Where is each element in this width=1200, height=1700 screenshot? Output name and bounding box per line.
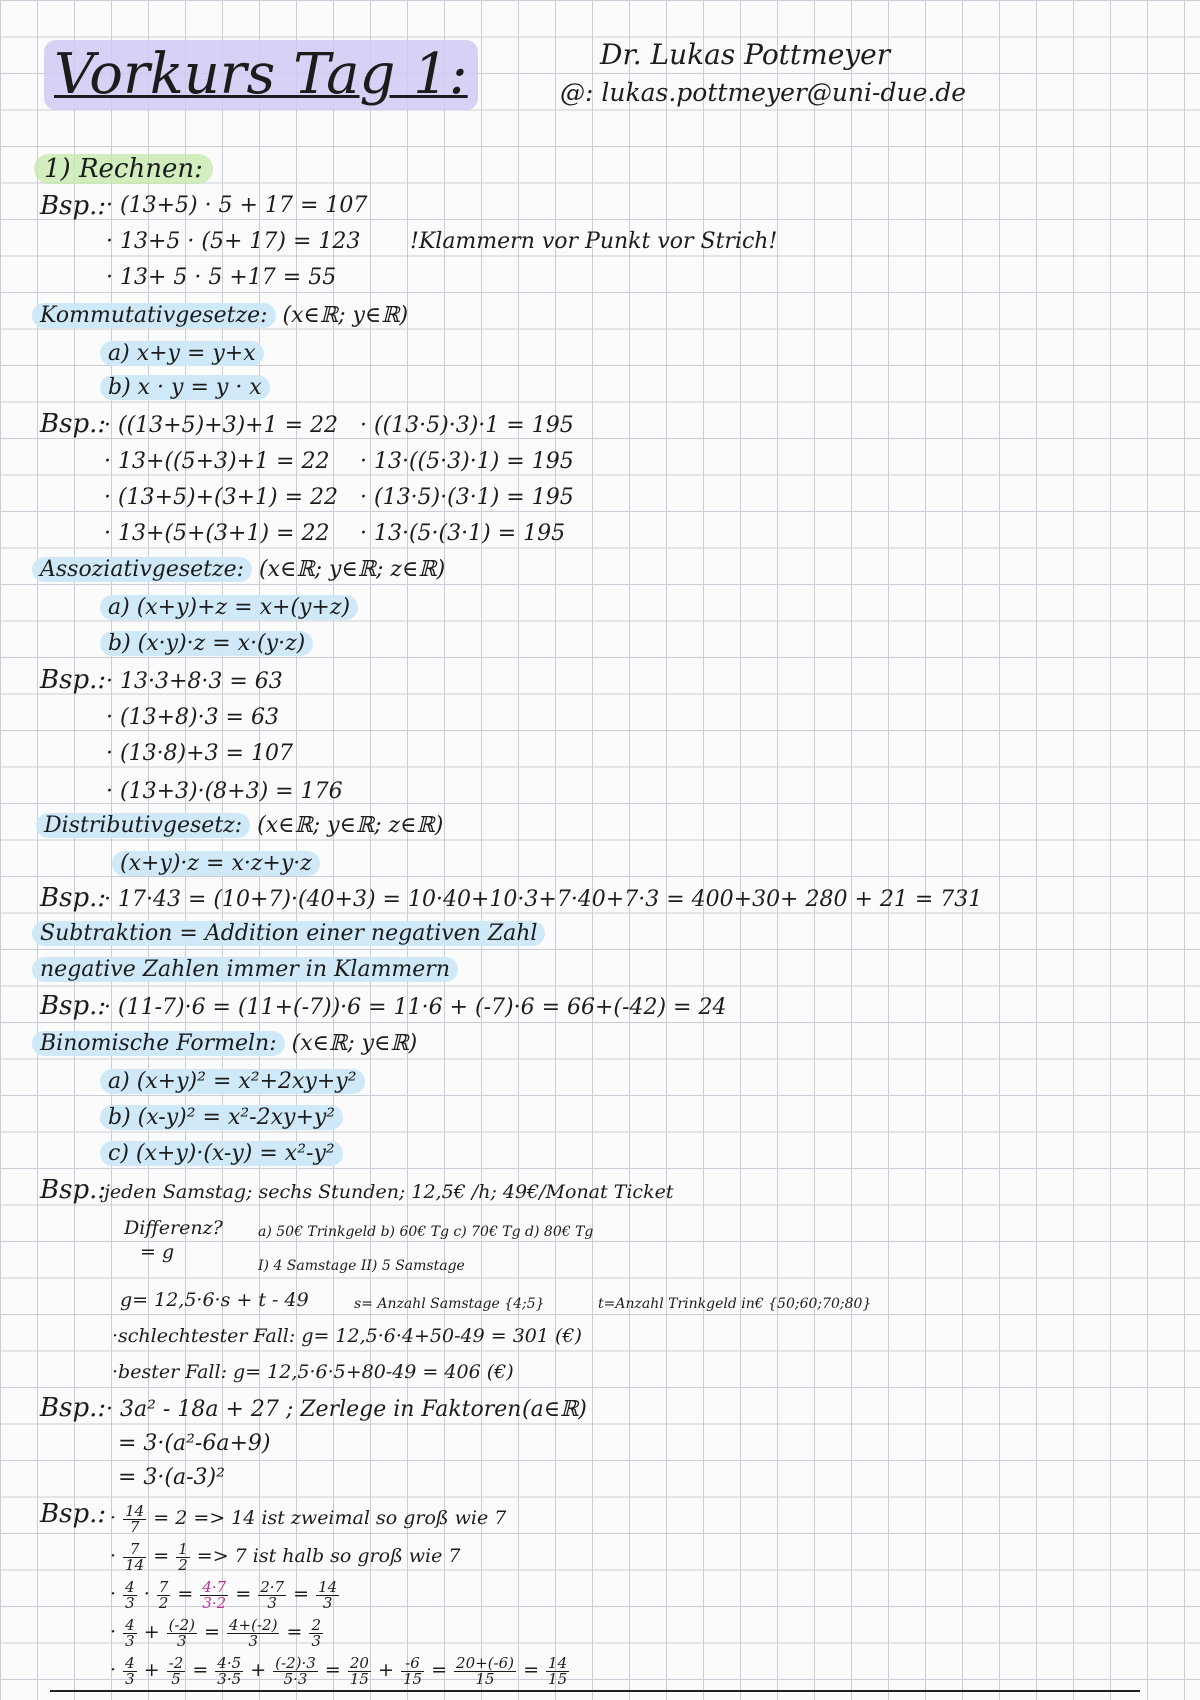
fraction-numerator: 7	[158, 1577, 169, 1596]
example-line: · (13·8)+3 = 107	[106, 741, 293, 766]
fraction	[227, 1615, 279, 1650]
law-formula-text: c) (x+y)·(x-y) = x²-y²	[100, 1141, 343, 1166]
example-line: · ((13+5)+3)+1 = 22	[104, 413, 339, 438]
fraction-denominator: 3·2	[202, 1593, 227, 1612]
bsp-label: Bsp.:	[40, 191, 107, 221]
fraction-row	[110, 1576, 340, 1612]
law-formula-text: b) x · y = y · x	[100, 375, 270, 400]
law-heading	[32, 556, 445, 584]
example-line: · (13+3)·(8+3) = 176	[106, 779, 343, 804]
example-line: · 3a² - 18a + 27 ; Zerlege in Faktoren	[106, 1397, 522, 1422]
operator: =	[431, 1659, 447, 1681]
fraction-denominator: 3	[248, 1631, 258, 1650]
fraction-row	[110, 1500, 506, 1536]
law-heading-text: Distributivgesetz:	[36, 813, 250, 838]
fraction	[123, 1501, 146, 1536]
bsp-label: Bsp.:	[40, 991, 107, 1021]
example-line: · (13+8)·3 = 63	[106, 705, 279, 730]
fraction-denominator: 5	[171, 1669, 181, 1688]
law-heading	[32, 920, 545, 948]
author-name: Dr. Lukas Pottmeyer	[600, 38, 891, 71]
fraction-numerator: 7	[123, 1542, 146, 1558]
example-line: · (13+5)+(3+1) = 22	[104, 485, 339, 510]
fraction	[215, 1653, 243, 1688]
example-line: a) 50€ Trinkgeld b) 60€ Tg c) 70€ Tg d) 80€ Tg	[258, 1224, 594, 1240]
fraction-denominator: 3	[322, 1593, 333, 1612]
dot: ·	[110, 1621, 123, 1643]
dot: ·	[110, 1659, 123, 1681]
law-formula-text: b) (x-y)² = x²-2xy+y²	[100, 1105, 343, 1130]
fraction-denominator: 3	[267, 1593, 277, 1612]
fraction	[123, 1577, 137, 1612]
example-line: · ((13·5)·3)·1 = 195	[360, 413, 574, 438]
example-line: · (13+5) · 5 + 17 = 107	[106, 193, 368, 218]
operator: =	[177, 1583, 194, 1605]
bsp-label: Bsp.:	[40, 1393, 107, 1423]
law-formula-text: b) (x·y)·z = x·(y·z)	[100, 631, 313, 656]
fraction-numerator: 1	[178, 1539, 188, 1558]
fraction-numerator: (-2)·3	[275, 1653, 316, 1672]
law-condition: (x∈ℝ; y∈ℝ)	[291, 1031, 418, 1056]
fraction	[401, 1653, 424, 1688]
example-line: · (13·5)·(3·1) = 195	[360, 485, 574, 510]
fraction-denominator: 3	[125, 1593, 135, 1612]
fraction	[167, 1615, 197, 1650]
fraction-numerator: 4+(-2)	[229, 1615, 278, 1634]
law-formula	[100, 1104, 343, 1132]
bsp-label: Bsp.:	[40, 883, 107, 913]
author-email: @: lukas.pottmeyer@uni-due.de	[560, 78, 967, 107]
example-line: · 13+(5+(3+1) = 22	[104, 521, 330, 546]
fraction-row-text: = 2 => 14 ist zweimal so groß wie 7	[153, 1507, 507, 1529]
fraction-denominator: 15	[402, 1669, 423, 1688]
fraction-denominator: 3·5	[217, 1669, 242, 1688]
example-line: · 13+5 · (5+ 17) = 123	[106, 229, 361, 254]
law-heading	[32, 1030, 417, 1058]
law-heading-text: Binomische Formeln:	[32, 1031, 285, 1056]
operator: +	[143, 1621, 160, 1643]
example-line: · 13·(5·(3·1) = 195	[360, 521, 566, 546]
fraction-numerator: 14	[318, 1577, 338, 1596]
fraction-denominator: 15	[349, 1669, 369, 1688]
law-formula	[100, 340, 264, 368]
fraction	[123, 1615, 137, 1650]
law-formula	[100, 1140, 343, 1168]
fraction-numerator: -6	[401, 1656, 424, 1672]
operator: ·	[143, 1583, 150, 1605]
law-heading-text: Subtraktion = Addition einer negativen Zahl	[32, 921, 545, 946]
fraction-numerator: 14	[548, 1653, 568, 1672]
fraction-numerator: 14	[125, 1501, 145, 1520]
fraction-numerator: 4	[125, 1615, 135, 1634]
example-line: g= 12,5·6·s + t - 49	[120, 1289, 309, 1311]
example-line: · 13·((5·3)·1) = 195	[360, 449, 574, 474]
section-heading	[34, 152, 213, 186]
fraction-numerator: 4·5	[217, 1653, 242, 1672]
example-line: (a∈ℝ)	[522, 1397, 587, 1422]
fraction-numerator: (-2)	[168, 1615, 195, 1634]
fraction	[167, 1653, 186, 1688]
fraction-denominator: 3	[125, 1669, 135, 1688]
fraction	[316, 1577, 339, 1612]
operator: =	[286, 1621, 303, 1643]
example-line: = 3·(a²-6a+9)	[118, 1431, 271, 1456]
fraction	[176, 1539, 190, 1574]
fraction-denominator: 2	[178, 1555, 188, 1574]
operator: +	[250, 1659, 267, 1681]
law-heading	[36, 812, 443, 840]
bsp-label: Bsp.:	[40, 1175, 107, 1205]
bottom-divider	[50, 1690, 1140, 1692]
fraction	[258, 1577, 286, 1612]
fraction	[546, 1653, 569, 1688]
example-line: ·bester Fall: g= 12,5·6·5+80-49 = 406 (€)	[112, 1361, 514, 1383]
fraction	[348, 1653, 371, 1688]
fraction-numerator: 4·7	[202, 1577, 227, 1596]
fraction	[309, 1615, 323, 1650]
fraction-denominator: 7	[129, 1517, 140, 1536]
law-heading-text: Assoziativgesetze:	[32, 557, 252, 582]
fraction-numerator: -2	[168, 1653, 184, 1672]
law-formula	[100, 1068, 365, 1096]
operator: =	[153, 1545, 170, 1567]
fraction-denominator: 3	[177, 1631, 187, 1650]
law-formula	[100, 630, 313, 658]
fraction	[454, 1653, 516, 1688]
operator: =	[192, 1659, 209, 1681]
operator: +	[143, 1659, 160, 1681]
law-formula-text: a) (x+y)² = x²+2xy+y²	[100, 1069, 365, 1094]
example-line: Differenz?	[124, 1217, 223, 1239]
bsp-label: Bsp.:	[40, 665, 107, 695]
operator: =	[293, 1583, 310, 1605]
fraction-denominator: 15	[548, 1669, 568, 1688]
operator: =	[235, 1583, 252, 1605]
dot: ·	[110, 1545, 123, 1567]
example-line: = g	[140, 1241, 175, 1263]
example-line: = 3·(a-3)²	[118, 1465, 225, 1490]
rule-note: !Klammern vor Punkt vor Strich!	[410, 229, 778, 254]
example-line: · 13·3+8·3 = 63	[106, 669, 283, 694]
law-formula-text: (x+y)·z = x·z+y·z	[112, 851, 320, 876]
operator: =	[204, 1621, 220, 1643]
example-line: · 17·43 = (10+7)·(40+3) = 10·40+10·3+7·40+7·3 = 400+30+ 280 + 21 = 731	[104, 887, 983, 912]
law-formula	[100, 374, 270, 402]
law-heading-text: Kommutativgesetze:	[32, 303, 276, 328]
fraction-denominator: 3	[311, 1631, 321, 1650]
fraction-row	[110, 1538, 461, 1574]
law-formula	[112, 850, 320, 878]
fraction-numerator: 4	[125, 1577, 135, 1596]
fraction	[123, 1653, 137, 1688]
operator: +	[377, 1659, 394, 1681]
example-line: t=Anzahl Trinkgeld in€ {50;60;70;80}	[598, 1296, 872, 1312]
example-line: · (11-7)·6 = (11+(-7))·6 = 11·6 + (-7)·6 = 66+(-42) = 24	[104, 995, 727, 1020]
fraction-row-text: => 7 ist halb so groß wie 7	[196, 1545, 461, 1567]
example-line: · 13+((5+3)+1 = 22	[104, 449, 330, 474]
law-condition: (x∈ℝ; y∈ℝ)	[282, 303, 409, 328]
fraction-row	[110, 1652, 570, 1688]
fraction-denominator: 2	[158, 1593, 169, 1612]
fraction	[157, 1577, 171, 1612]
fraction-numerator: 2	[311, 1615, 321, 1634]
fraction-denominator: 15	[475, 1669, 495, 1688]
fraction	[200, 1577, 228, 1612]
law-formula	[100, 594, 358, 622]
law-formula-text: a) (x+y)+z = x+(y+z)	[100, 595, 358, 620]
example-line: ·schlechtester Fall: g= 12,5·6·4+50-49 = 301 (€)	[112, 1325, 582, 1347]
fraction-denominator: 3	[125, 1631, 135, 1650]
law-heading	[32, 302, 408, 330]
law-formula-text: a) x+y = y+x	[100, 341, 264, 366]
fraction-denominator: 14	[125, 1555, 145, 1574]
page-title: Vorkurs Tag 1:	[44, 40, 478, 110]
example-line: s= Anzahl Samstage {4;5}	[354, 1296, 545, 1312]
fraction-numerator: 20+(-6)	[456, 1653, 515, 1672]
fraction-numerator: 4	[125, 1653, 135, 1672]
law-condition: (x∈ℝ; y∈ℝ; z∈ℝ)	[257, 813, 444, 838]
example-line: jeden Samstag; sechs Stunden; 12,5€ /h; 49€/Monat Ticket	[104, 1181, 674, 1203]
example-line: I) 4 Samstage II) 5 Samstage	[258, 1258, 465, 1274]
operator: =	[523, 1659, 539, 1681]
fraction-row	[110, 1614, 324, 1650]
fraction-numerator: 2·7	[260, 1577, 285, 1596]
operator: =	[324, 1659, 341, 1681]
dot: ·	[110, 1507, 123, 1529]
fraction	[123, 1539, 146, 1574]
bsp-label: Bsp.:	[40, 1499, 107, 1529]
law-heading-text: negative Zahlen immer in Klammern	[32, 957, 458, 982]
fraction-numerator: 20	[349, 1653, 369, 1672]
dot: ·	[110, 1583, 123, 1605]
law-condition: (x∈ℝ; y∈ℝ; z∈ℝ)	[259, 557, 446, 582]
example-line: · 13+ 5 · 5 +17 = 55	[106, 265, 337, 290]
bsp-label: Bsp.:	[40, 409, 107, 439]
fraction	[273, 1653, 318, 1688]
fraction-denominator: 5·3	[283, 1669, 308, 1688]
section-heading-text: 1) Rechnen:	[34, 154, 213, 184]
law-heading	[32, 956, 458, 984]
